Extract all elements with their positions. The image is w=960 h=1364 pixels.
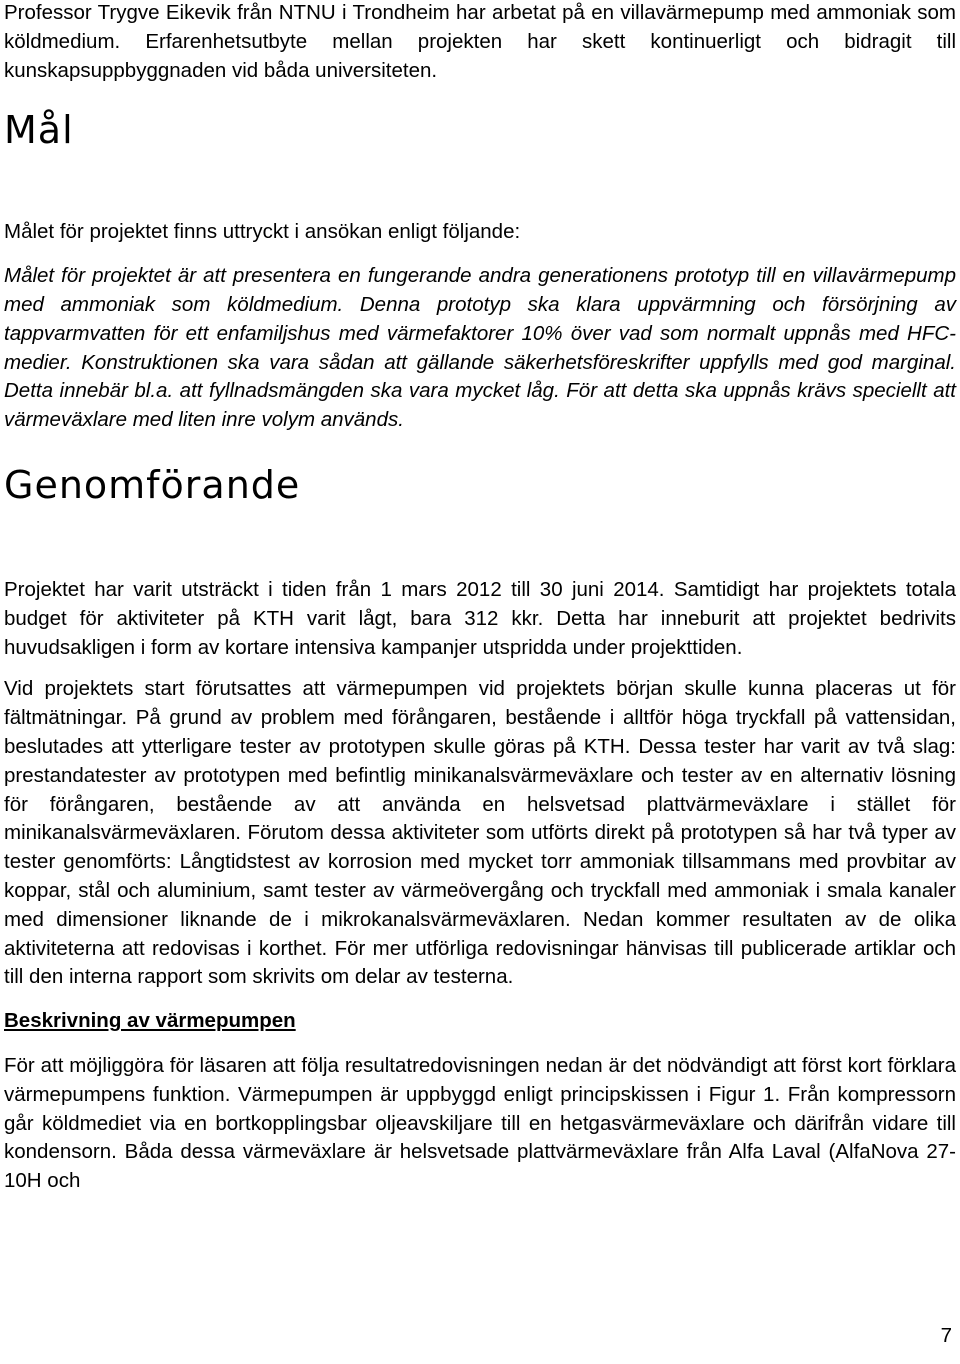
section-heading-heat-pump: Beskrivning av värmepumpen — [4, 1009, 296, 1033]
page-number: 7 — [940, 1324, 952, 1347]
section-heading-goal: Mål — [4, 108, 74, 153]
intro-paragraph: Professor Trygve Eikevik från NTNU i Trondheim har arbetat på en villavärmepump med ammoniak som köldmedium. Erfarenhetsutbyte mellan projekten har skett kontinuerligt och bidragit till kunskapsuppbyggnaden vid båda universiteten. — [4, 1, 956, 82]
goal-lead-paragraph: Målet för projektet finns uttryckt i ansökan enligt följande: — [4, 220, 521, 244]
section-heading-implementation: Genomförande — [4, 462, 301, 507]
implementation-paragraph-1: Projektet har varit utsträckt i tiden från 1 mars 2012 till 30 juni 2014. Samtidigt har projektets totala budget för aktiviteter på KTH varit lågt, bara 312 kkr. Detta har inneburit att projektet bedrivits huvudsakligen i form av kortare intensiva kampanjer utspridda under projekttiden. — [4, 577, 956, 659]
heat-pump-paragraph: För att möjliggöra för läsaren att följa resultatredovisningen nedan är det nödvändigt att först kort förklara värmepumpens funktion. Värmepumpen är uppbyggd enligt principskissen i Figur 1. Från kompressorn går köldmediet via en bortkopplingsbar oljeavskiljare till en hetgasvärmeväxlare och därifrån vidare till kondensorn. Båda dessa värmeväxlare är helsvetsade plattvärmeväxlare från Alfa Laval (AlfaNova 27-10H och — [4, 1053, 956, 1193]
implementation-paragraph-2: Vid projektets start förutsattes att värmepumpen vid projektets början skulle kunna placeras ut för fältmätningar. På grund av problem med förångaren, bestående i alltför höga tryckfall på vattensidan, beslutades att ytterligare tester av prototypen skulle göras på KTH. Dessa tester har varit av två slag: prestandatester av prototypen med befintlig minikanalsvärmeväxlare och tester av en alternativ lösning för förångaren, bestående av att använda en helsvetsad plattvärmeväxlare i stället för minikanalsvärmeväxlaren. Förutom dessa aktiviteter som utförts direkt på prototypen så har två typer av tester genomförts: Långtidstest av korrosion med mycket torr ammoniak tillsammans med provbitar av koppar, stål och aluminium, samt tester av värmeövergång och tryckfall med ammoniak i smala kanaler med dimensioner liknande de i mikrokanalsvärmeväxlaren. Nedan kommer resultaten av de olika aktiviteterna att redovisas i korthet. För mer utförliga redovisningar hänvisas till publicerade artiklar och till den interna rapport som skrivits om delar av testerna. — [4, 677, 956, 989]
goal-quote-paragraph: Målet för projektet är att presentera en fungerande andra generationens prototyp till en villavärmepump med ammoniak som köldmedium. Denna prototyp ska klara uppvärmning och försörjning av tappvarmvatten för ett enfamiljshus med värmefaktorer 10% över vad som normalt uppnås med HFC-medier. Konstruktionen ska vara sådan att gällande säkerhetsföreskrifter uppfylls med god marginal. Detta innebär bl.a. att fyllnadsmängden ska vara mycket låg. För att detta ska uppnås krävs speciellt att värmeväxlare med liten inre volym används. — [4, 264, 956, 432]
document-page — [4, 0, 956, 1196]
